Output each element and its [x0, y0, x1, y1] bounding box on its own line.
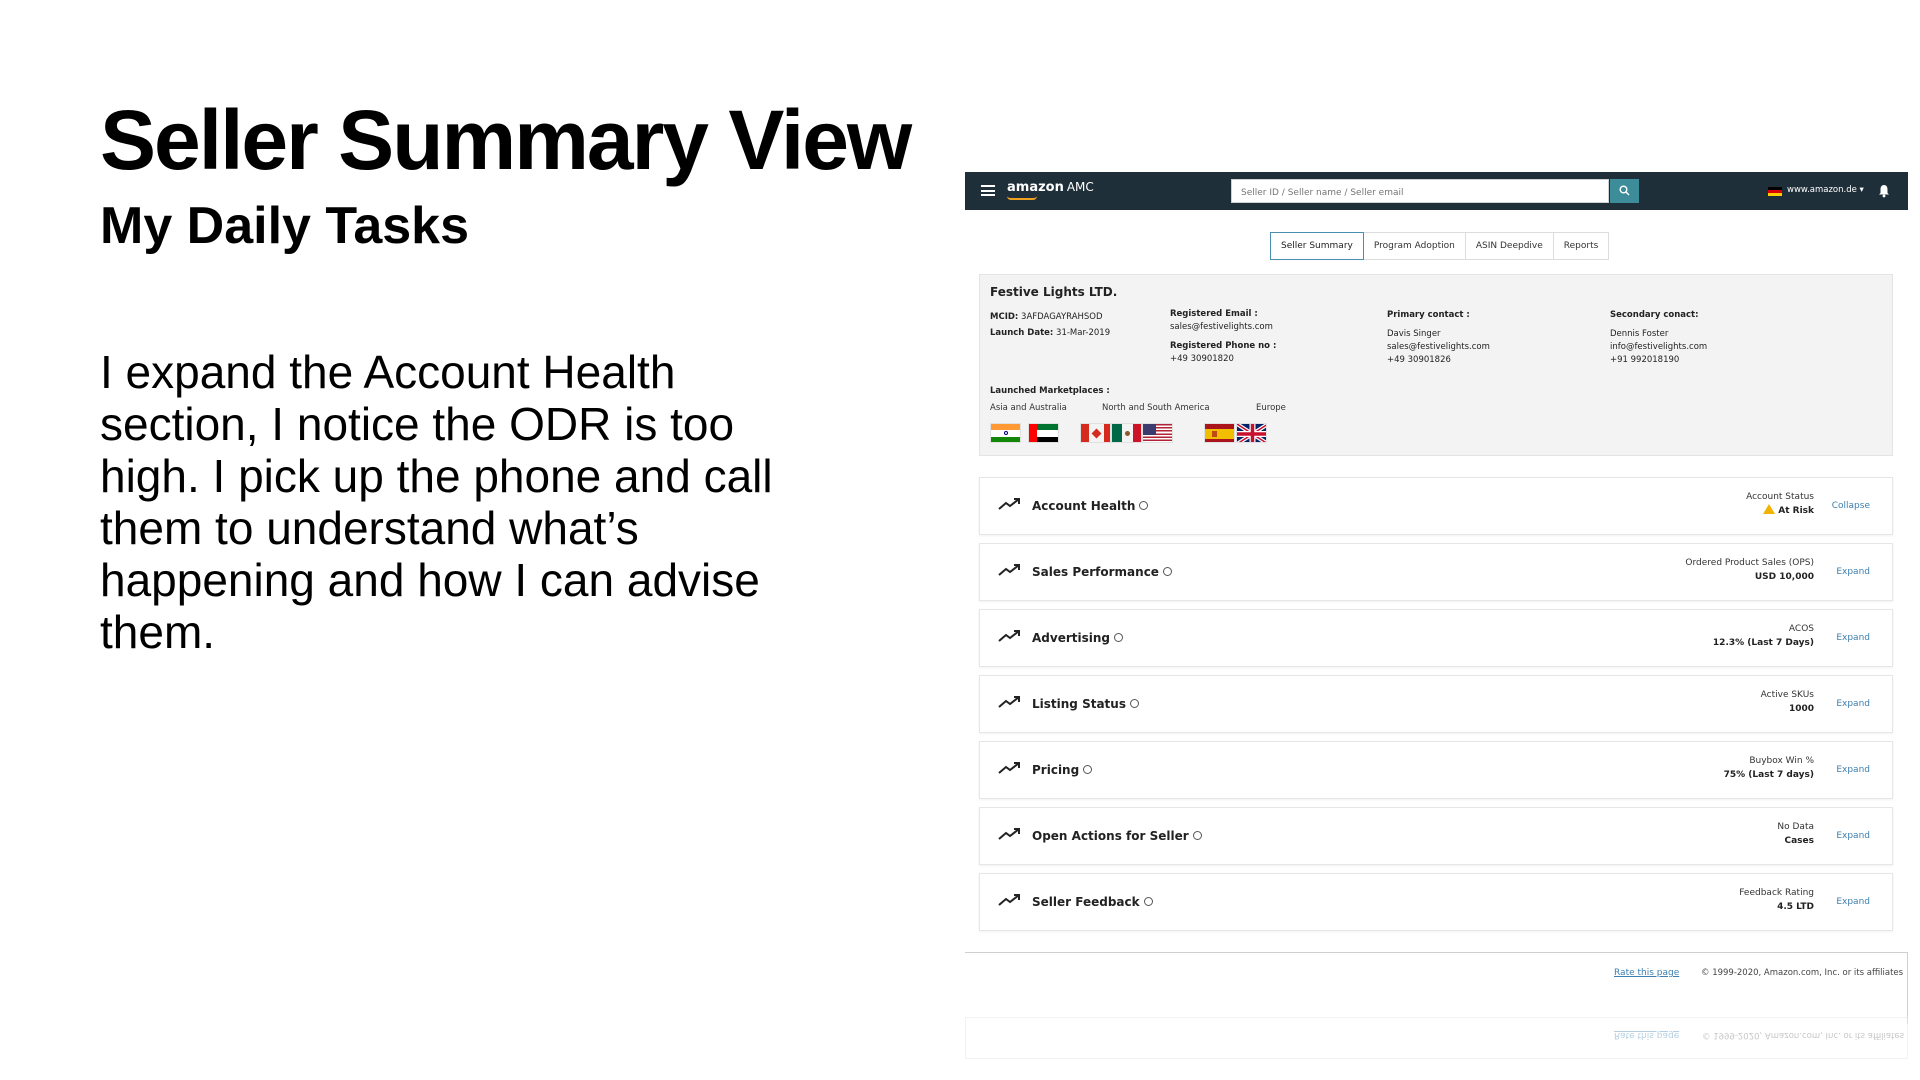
germany-flag-icon	[1768, 187, 1782, 196]
secondary-contact-phone: +91 992018190	[1610, 355, 1680, 365]
section-metric	[1761, 688, 1814, 716]
info-icon[interactable]	[1139, 501, 1148, 510]
launched-marketplaces-label	[990, 385, 1110, 398]
section-pricing	[979, 741, 1893, 799]
footer-edge	[1907, 952, 1908, 1024]
section-metric	[1724, 754, 1814, 782]
search-button[interactable]	[1610, 179, 1639, 203]
secondary-contact-email: info@festivelights.com	[1610, 342, 1708, 352]
section-title-text: Account Health	[1032, 499, 1136, 513]
registered-email: sales@festivelights.com	[1170, 322, 1273, 332]
section-account-health	[979, 477, 1893, 535]
seller-ids	[990, 311, 1110, 340]
registered-email-label: Registered Email :	[1170, 309, 1258, 319]
footer-reflection	[965, 1017, 1908, 1059]
search-box	[1231, 179, 1609, 203]
tab-seller-summary[interactable]: Seller Summary	[1270, 232, 1364, 260]
info-icon[interactable]	[1163, 567, 1172, 576]
trend-icon	[998, 892, 1022, 908]
metric-value: 4.5 LTD	[1777, 902, 1814, 912]
region-americas: North and South America	[1102, 403, 1210, 413]
metric-label: Active SKUs	[1760, 690, 1814, 700]
metric-label: ACOS	[1788, 624, 1814, 634]
trend-icon	[998, 826, 1022, 842]
info-icon[interactable]	[1083, 765, 1092, 774]
tab-reports[interactable]: Reports	[1554, 232, 1610, 260]
search-input[interactable]	[1232, 182, 1608, 204]
expand-link[interactable]: Expand	[1836, 567, 1870, 577]
tab-bar	[1270, 232, 1609, 260]
footer-reflection-link: Rate this page	[1614, 1030, 1680, 1040]
registered-phone: +49 30901820	[1170, 354, 1234, 364]
search-icon	[1619, 185, 1630, 196]
tab-program-adoption[interactable]: Program Adoption	[1364, 232, 1466, 260]
section-title	[1032, 499, 1148, 513]
bell-icon[interactable]	[1878, 184, 1890, 198]
trend-icon	[998, 694, 1022, 710]
usa-flag-icon	[1142, 423, 1173, 443]
primary-contact-name: Davis Singer	[1387, 329, 1441, 339]
footer-divider	[965, 952, 1908, 953]
expand-link[interactable]: Expand	[1836, 897, 1870, 907]
section-metric	[1777, 820, 1814, 848]
registered-contact	[1170, 308, 1276, 366]
section-title	[1032, 763, 1092, 777]
logo-text: amazon	[1007, 180, 1064, 195]
section-title	[1032, 697, 1139, 711]
expand-link[interactable]: Expand	[1836, 699, 1870, 709]
section-listing-status	[979, 675, 1893, 733]
copyright-text: © 1999-2020, Amazon.com, Inc. or its affiliates	[1701, 968, 1904, 978]
mexico-flag-icon	[1111, 423, 1142, 443]
uk-flag-icon	[1236, 423, 1267, 443]
secondary-contact-name: Dennis Foster	[1610, 329, 1669, 339]
trend-icon	[998, 760, 1022, 776]
trend-icon	[998, 562, 1022, 578]
app-screenshot	[965, 172, 1908, 1060]
collapse-link[interactable]: Collapse	[1831, 501, 1870, 511]
trend-icon	[998, 496, 1022, 512]
section-title	[1032, 631, 1123, 645]
secondary-contact	[1610, 309, 1707, 367]
section-title-text: Seller Feedback	[1032, 895, 1140, 909]
rate-this-page-link[interactable]: Rate this page	[1614, 968, 1680, 978]
section-title	[1032, 565, 1172, 579]
expand-link[interactable]: Expand	[1836, 765, 1870, 775]
primary-contact	[1387, 309, 1490, 367]
metric-value: At Risk	[1778, 506, 1814, 516]
canada-flag-icon	[1080, 423, 1111, 443]
uae-flag-icon	[1028, 423, 1059, 443]
registered-phone-label: Registered Phone no :	[1170, 341, 1277, 351]
info-icon[interactable]	[1193, 831, 1202, 840]
section-metric	[1685, 556, 1814, 584]
metric-value: 1000	[1788, 704, 1814, 714]
metric-value: Cases	[1784, 836, 1814, 846]
slide-title: Seller Summary View	[100, 93, 911, 187]
section-sales-performance	[979, 543, 1893, 601]
metric-label: Ordered Product Sales (OPS)	[1685, 558, 1814, 568]
expand-link[interactable]: Expand	[1836, 633, 1870, 643]
section-open-actions	[979, 807, 1893, 865]
metric-label: No Data	[1777, 822, 1814, 832]
metric-label: Feedback Rating	[1739, 888, 1814, 898]
section-metric	[1739, 886, 1814, 914]
mcid-value: 3AFDAGAYRAHSOD	[1021, 312, 1103, 322]
metric-label: Account Status	[1746, 492, 1814, 502]
section-metric	[1746, 490, 1814, 518]
amazon-smile-icon	[1007, 196, 1037, 200]
section-metric	[1713, 622, 1814, 650]
region-asia-australia: Asia and Australia	[990, 403, 1067, 413]
metric-value: 12.3% (Last 7 Days)	[1712, 638, 1814, 648]
mcid-label: MCID:	[990, 312, 1019, 322]
section-title	[1032, 895, 1153, 909]
section-title-text: Advertising	[1032, 631, 1110, 645]
launch-date-label: Launch Date:	[990, 328, 1054, 338]
footer-reflection-copyright: © 1999-2020, Amazon.com, Inc. or its affiliates	[1702, 1030, 1905, 1040]
seller-name: Festive Lights LTD.	[990, 285, 1118, 299]
slide-body-text: I expand the Account Health section, I notice the ODR is too high. I pick up the phone and call them to understand what’s happening and how I can advise them.	[100, 346, 773, 658]
secondary-contact-label: Secondary conact:	[1610, 310, 1699, 320]
marketplace-selector[interactable]: www.amazon.de ▾	[1787, 185, 1864, 195]
metric-value: USD 10,000	[1754, 572, 1814, 582]
launched-marketplaces-text: Launched Marketplaces :	[990, 386, 1110, 396]
metric-value: 75% (Last 7 days)	[1723, 770, 1814, 780]
section-title-text: Pricing	[1032, 763, 1080, 777]
section-title-text: Sales Performance	[1032, 565, 1159, 579]
region-europe: Europe	[1256, 403, 1286, 413]
metric-label: Buybox Win %	[1749, 756, 1814, 766]
menu-icon[interactable]	[981, 185, 995, 196]
launch-date-value: 31-Mar-2019	[1056, 328, 1111, 338]
section-title	[1032, 829, 1202, 843]
section-advertising	[979, 609, 1893, 667]
trend-icon	[998, 628, 1022, 644]
slide-subtitle: My Daily Tasks	[100, 197, 470, 255]
logo-suffix: AMC	[1066, 180, 1094, 194]
expand-link[interactable]: Expand	[1836, 831, 1870, 841]
tab-asin-deepdive[interactable]: ASIN Deepdive	[1466, 232, 1554, 260]
primary-contact-label: Primary contact :	[1387, 310, 1470, 320]
top-navigation-bar	[965, 172, 1908, 210]
info-icon[interactable]	[1144, 897, 1153, 906]
india-flag-icon	[990, 423, 1021, 443]
spain-flag-icon	[1204, 423, 1235, 443]
section-seller-feedback	[979, 873, 1893, 931]
info-icon[interactable]	[1130, 699, 1139, 708]
warning-icon	[1763, 504, 1775, 514]
section-title-text: Listing Status	[1032, 697, 1126, 711]
section-title-text: Open Actions for Seller	[1032, 829, 1189, 843]
primary-contact-phone: +49 30901826	[1387, 355, 1451, 365]
info-icon[interactable]	[1114, 633, 1123, 642]
amazon-amc-logo[interactable]	[1007, 180, 1094, 195]
primary-contact-email: sales@festivelights.com	[1387, 342, 1490, 352]
seller-info-card	[979, 274, 1893, 456]
